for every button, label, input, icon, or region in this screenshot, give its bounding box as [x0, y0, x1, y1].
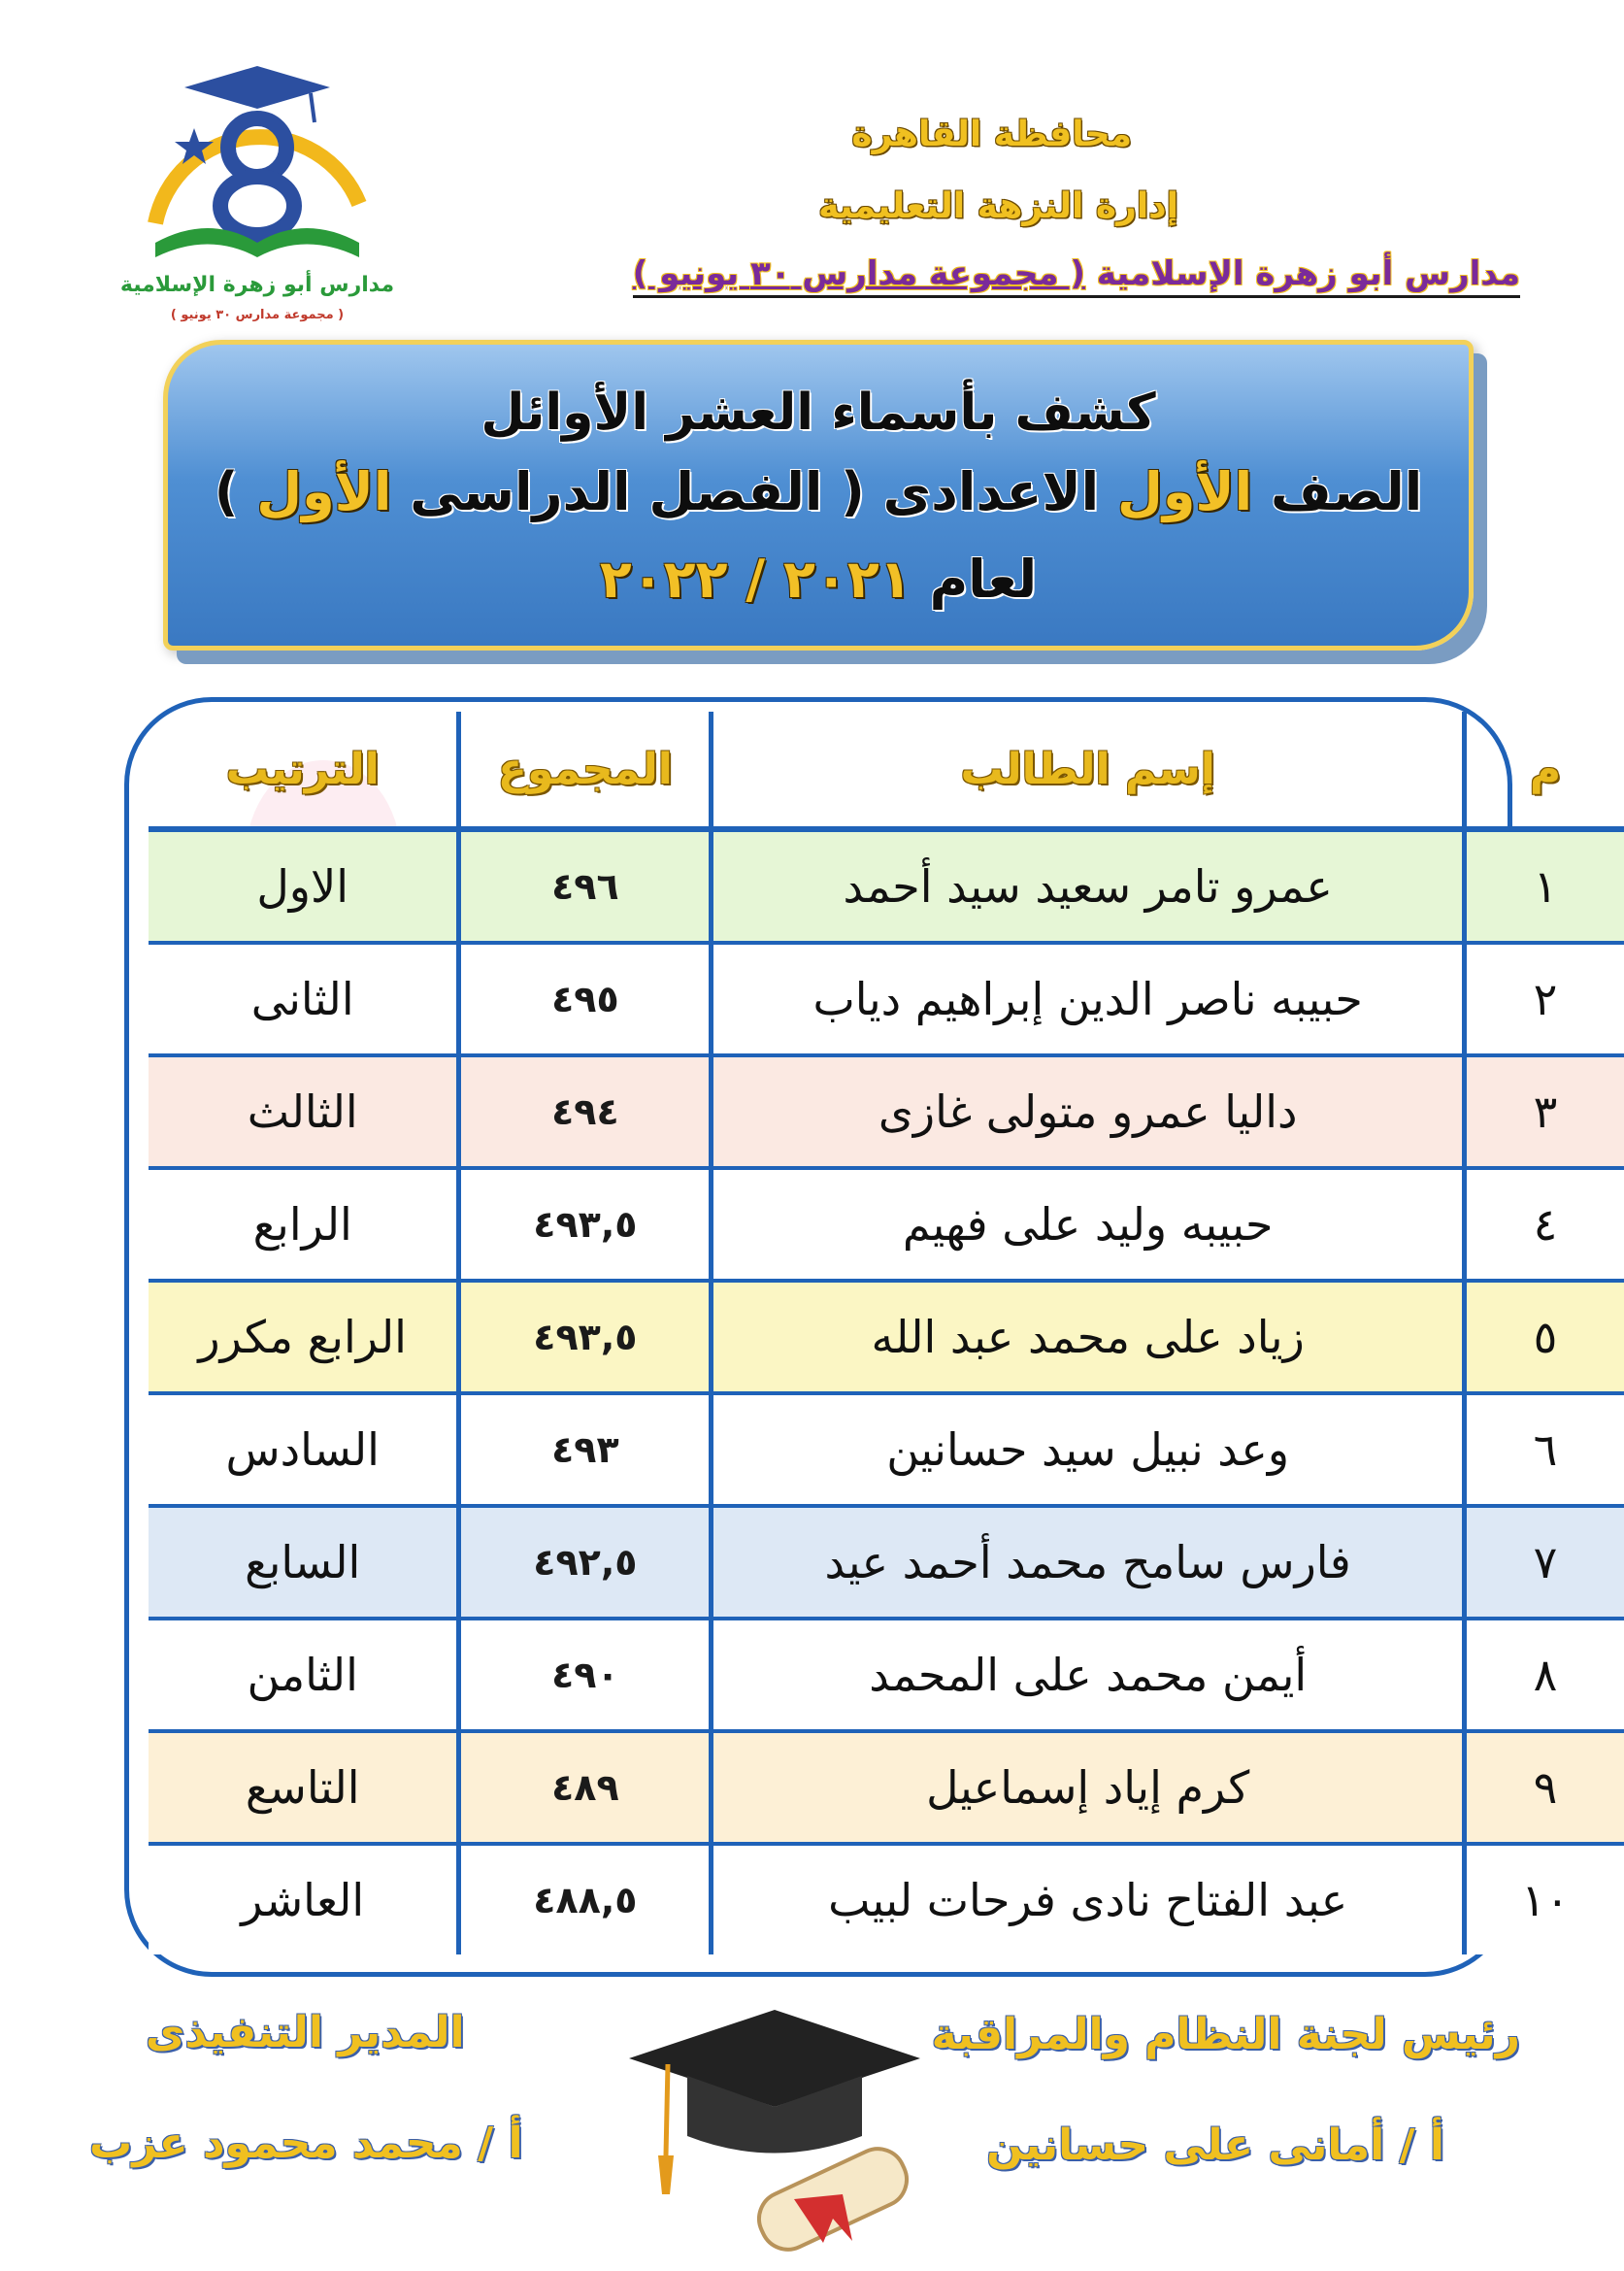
cell-rank: الثالث: [149, 1055, 459, 1168]
logo-head-icon: [228, 118, 286, 177]
cell-name: حبيبه وليد على فهيم: [712, 1168, 1465, 1281]
cell-m: ٦: [1465, 1393, 1624, 1506]
cell-total: ٤٩٠: [459, 1619, 712, 1731]
logo-name-text: مدارس أبو زهرة الإسلامية: [119, 273, 395, 297]
cell-total: ٤٩٤: [459, 1055, 712, 1168]
table-row: [149, 1281, 1624, 1393]
cell-m: ٧: [1465, 1506, 1624, 1619]
cell-name: زياد على محمد عبد الله: [712, 1281, 1465, 1393]
cell-m: ١: [1465, 829, 1624, 943]
table-row: [149, 1506, 1624, 1619]
table-header-row: [149, 712, 1624, 829]
cell-m: ٣: [1465, 1055, 1624, 1168]
cell-rank: التاسع: [149, 1731, 459, 1844]
banner-line-3: [168, 549, 1469, 610]
banner-grade-value: الأول: [1116, 461, 1253, 522]
cell-name: حبيبه ناصر الدين إبراهيم دياب: [712, 943, 1465, 1055]
cell-total: ٤٩٣,٥: [459, 1281, 712, 1393]
header-m: م: [1465, 712, 1624, 829]
cell-rank: العاشر: [241, 1874, 365, 1926]
school-logo: [116, 58, 398, 330]
cell-rank: الثانى: [149, 943, 459, 1055]
cell-m: ٤: [1465, 1168, 1624, 1281]
banner-year-label: لعام: [929, 549, 1038, 610]
cell-rank: الثامن: [149, 1619, 459, 1731]
cell-m: ٩: [1465, 1731, 1624, 1844]
banner-grade-label: الصف: [1270, 461, 1423, 522]
table-row: [149, 1393, 1624, 1506]
cell-m: ١٠: [1465, 1844, 1624, 1954]
logo-cap-icon: [184, 66, 330, 109]
cell-rank: السادس: [149, 1393, 459, 1506]
footer-right-title: رئيس لجنة النظام والمراقبة: [931, 2010, 1520, 2059]
footer-right-name: أ / أمانى على حسانين: [986, 2121, 1444, 2170]
school-name: مدارس أبو زهرة الإسلامية: [1096, 254, 1520, 293]
cell-total: ٤٩٦: [459, 829, 712, 943]
administration-title: إدارة النزهة التعليمية: [818, 186, 1178, 226]
cell-total: ٤٩٣: [459, 1393, 712, 1506]
cell-m: ٥: [1465, 1281, 1624, 1393]
banner-line-1: كشف بأسماء العشر الأوائل: [481, 384, 1156, 442]
banner-term-value: الأول: [256, 461, 392, 522]
cell-rank: الرابع: [149, 1168, 459, 1281]
cell-name: أيمن محمد على المحمد: [712, 1619, 1465, 1731]
governorate-title: محافظة القاهرة: [851, 115, 1132, 154]
results-table-frame: [124, 697, 1570, 1977]
banner-year-value: ٢٠٢١ / ٢٠٢٢: [599, 549, 911, 610]
footer-left-name: أ / محمد محمود عزب: [89, 2119, 523, 2168]
graduation-cap-icon: [610, 2000, 940, 2262]
table-row: [149, 1055, 1624, 1168]
table-row: [149, 943, 1624, 1055]
table-row: [149, 1619, 1624, 1731]
cell-total: ٤٩٥: [459, 943, 712, 1055]
banner-close-paren: ): [214, 461, 239, 522]
school-group: ( مجموعة مدارس ٣٠ يونيو ): [632, 254, 1085, 293]
table-row: [149, 1168, 1624, 1281]
results-table: [149, 712, 1624, 1954]
cell-total: ٤٨٨,٥: [459, 1844, 712, 1954]
cell-name: كرم إياد إسماعيل: [712, 1731, 1465, 1844]
header-total: المجموع: [459, 712, 712, 829]
cell-total: ٤٩٢,٥: [459, 1506, 712, 1619]
cell-m: ٨: [1465, 1619, 1624, 1731]
cell-rank: الرابع مكرر: [149, 1281, 459, 1393]
cell-name: داليا عمرو متولى غازى: [712, 1055, 1465, 1168]
cell-total: ٤٩٣,٥: [459, 1168, 712, 1281]
cell-rank: السابع: [149, 1506, 459, 1619]
table-row: [149, 1731, 1624, 1844]
header-name: إسم الطالب: [712, 712, 1465, 829]
footer-left-title: المدير التنفيذى: [146, 2008, 465, 2057]
cell-name: عمرو تامر سعيد سيد أحمد: [712, 829, 1465, 943]
cell-name: عبد الفتاح نادى فرحات لبيب: [712, 1844, 1465, 1954]
logo-group-text: ( مجموعة مدارس ٣٠ يونيو ): [170, 308, 345, 322]
table-row: [149, 1844, 1624, 1954]
header-rank: الترتيب: [149, 712, 459, 829]
cell-total: ٤٨٩: [459, 1731, 712, 1844]
table-row: [149, 829, 1624, 943]
banner-line-2: [168, 461, 1469, 522]
school-title: [633, 254, 1520, 298]
cell-name: وعد نبيل سيد حسانين: [712, 1393, 1465, 1506]
title-banner: [163, 340, 1474, 651]
cell-name: فارس سامح محمد أحمد عيد: [712, 1506, 1465, 1619]
cell-m: ٢: [1465, 943, 1624, 1055]
banner-term-label: الاعدادى ( الفصل الدراسى: [410, 461, 1100, 522]
cell-rank: الاول: [149, 829, 459, 943]
